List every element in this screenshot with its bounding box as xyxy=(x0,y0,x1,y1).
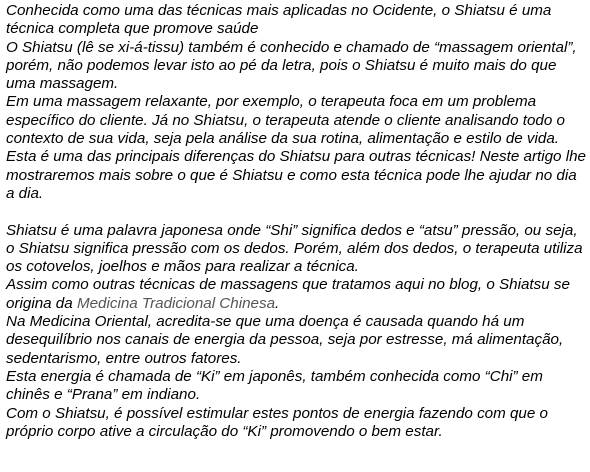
paragraph-origin xyxy=(6,276,586,313)
paragraph-etymology: Shiatsu é uma palavra japonesa onde “Shi” significa dedos e “atsu” pressão, ou seja, o Shiatsu significa pressão com os dedos. Porém, além dos dedos, o terapeuta utiliza os cotovelos, joelhos e mãos para realizar a técnica. xyxy=(6,221,583,276)
paragraph-oriental-medicine: Na Medicina Oriental, acredita-se que uma doença é causada quando há um desequilíbrio nos canais de energia da pessoa, seja por estresse, má alimentação, sedentarismo, entre outros fatores. xyxy=(6,313,564,367)
paragraph-definition: O Shiatsu (lê se xi-á-tissu) também é conhecido e chamado de “massagem oriental”, porém, não podemos levar isto ao pé da letra, pois o Shiatsu é muito mais do que uma massagem. xyxy=(6,38,577,93)
paragraph-intro: Conhecida como uma das técnicas mais aplicadas no Ocidente, o Shiatsu é uma técnica completa que promove saúde xyxy=(6,2,552,38)
article-body xyxy=(6,2,586,441)
paragraph-differences: Esta é uma das principais diferenças do Shiatsu para outras técnicas! Neste artigo lhe mostraremos mais sobre o que é Shiatsu e como esta técnica pode lhe ajudar no dia a dia. xyxy=(6,148,586,202)
paragraph-energy: Esta energia é chamada de “Ki” em japonês, também conhecida como “Chi” em chinês e “Prana” em indiano. xyxy=(6,367,543,404)
paragraph-gap xyxy=(6,203,586,221)
paragraph-benefit: Com o Shiatsu, é possível estimular estes pontos de energia fazendo com que o próprio corpo ative a circulação do “Ki” promovendo o bem estar. xyxy=(6,404,548,440)
origin-text: Assim como outras técnicas de massagens que tratamos aqui no blog, o Shiatsu se origina da xyxy=(6,276,570,312)
paragraph-comparison: Em uma massagem relaxante, por exemplo, o terapeuta foca em um problema específico do cliente. Já no Shiatsu, o terapeuta atende o cliente analisando todo o contexto de sua vida, seja pela análise da sua rotina, alimentação e estilo de vida. xyxy=(6,93,565,148)
origin-period: . xyxy=(275,294,280,312)
medicina-tradicional-chinesa-link[interactable]: Medicina Tradicional Chinesa xyxy=(76,294,276,312)
